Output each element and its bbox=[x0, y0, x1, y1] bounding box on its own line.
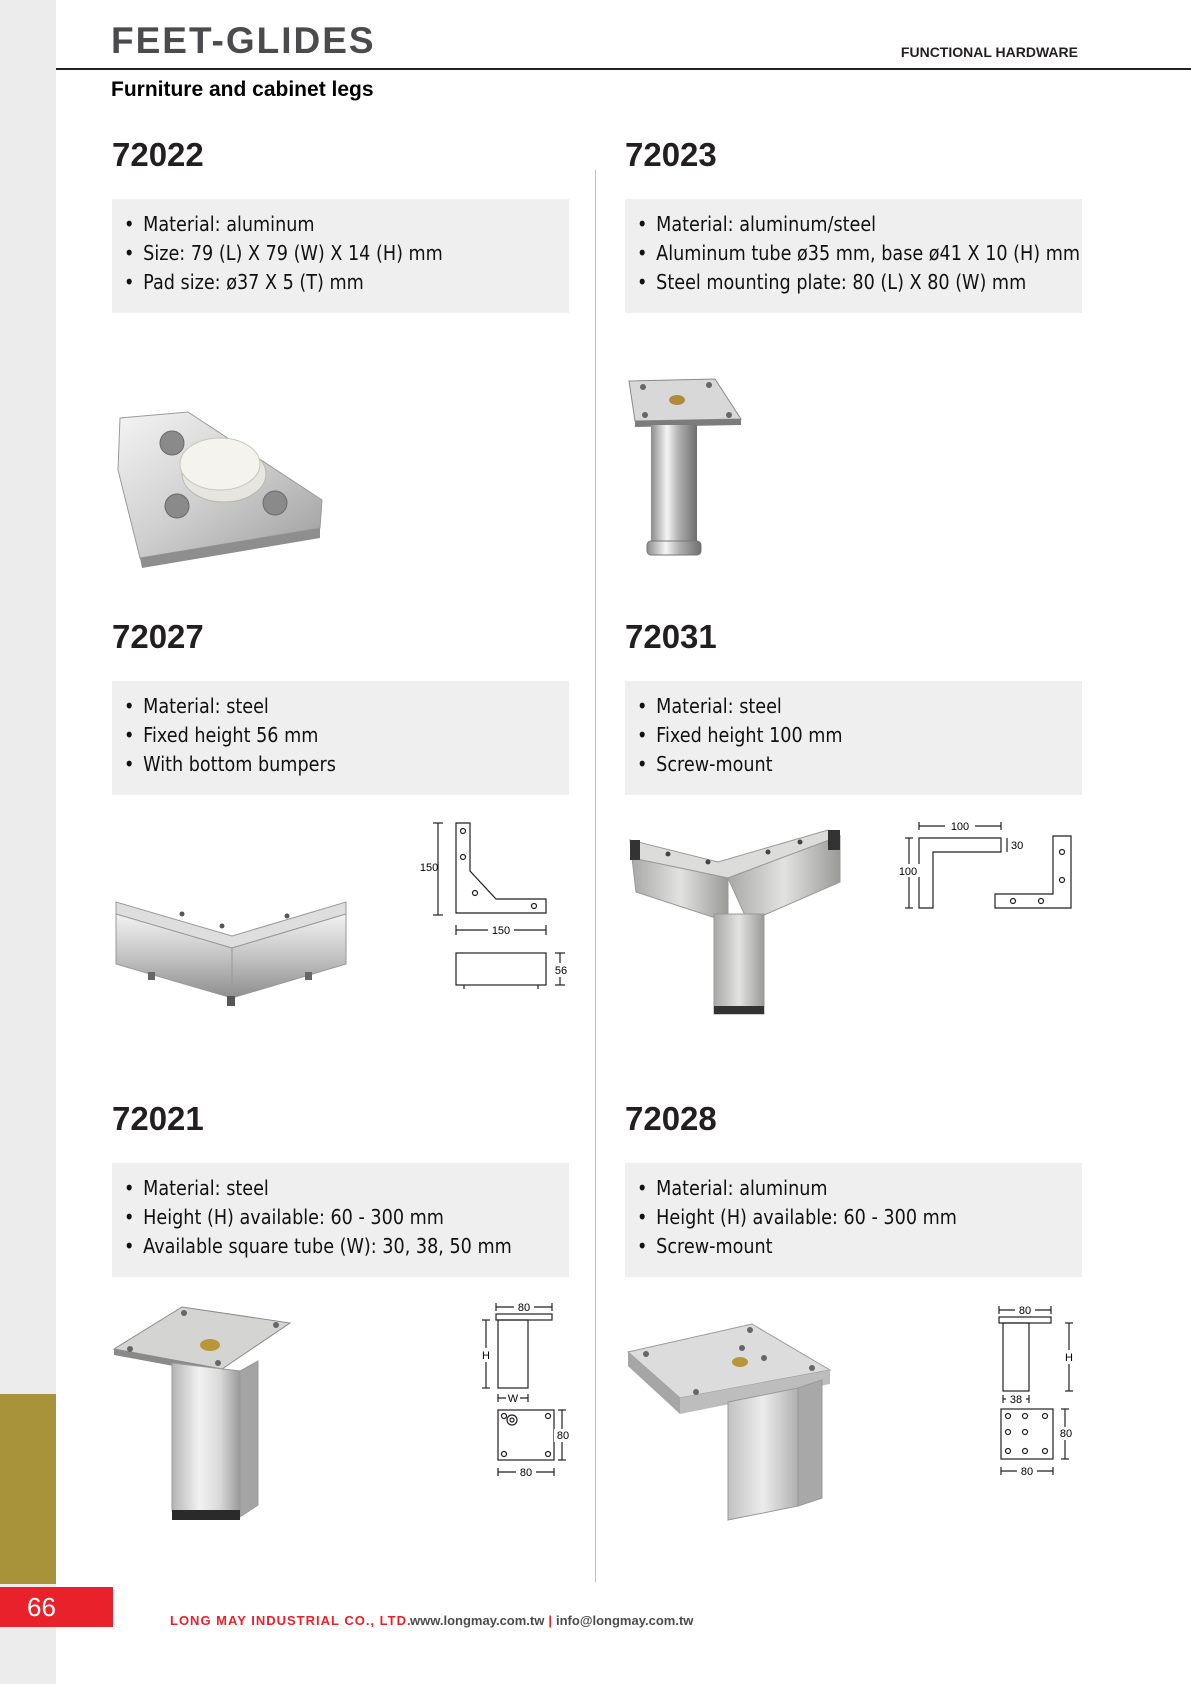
spec-item: • Material: steel bbox=[637, 692, 1029, 721]
header-rule bbox=[56, 68, 1191, 70]
spec-item: • Material: aluminum/steel bbox=[637, 210, 1029, 239]
dim-label: 80 bbox=[1059, 1428, 1073, 1440]
dimension-drawing bbox=[420, 815, 570, 995]
product-photo-square-leg bbox=[112, 1305, 297, 1530]
footer-company: LONG MAY INDUSTRIAL CO., LTD. bbox=[170, 1613, 412, 1628]
footer-email-link[interactable]: info@longmay.com.tw bbox=[556, 1613, 694, 1628]
product-photo-round-leg bbox=[625, 375, 745, 565]
spec-item: • Pad size: ø37 X 5 (T) mm bbox=[124, 268, 516, 297]
dim-label: 56 bbox=[554, 965, 568, 977]
spec-item: • Fixed height 56 mm bbox=[124, 721, 516, 750]
spec-item: • Size: 79 (L) X 79 (W) X 14 (H) mm bbox=[124, 239, 516, 268]
spec-item: • Screw-mount bbox=[637, 750, 1029, 779]
spec-item: • Screw-mount bbox=[637, 1232, 1029, 1261]
spec-item: • Available square tube (W): 30, 38, 50 mm bbox=[124, 1232, 516, 1261]
page-number: 66 bbox=[0, 1587, 113, 1627]
dim-label: 150 bbox=[420, 862, 439, 874]
dim-label: 100 bbox=[950, 821, 970, 833]
product-code: 72028 bbox=[625, 1100, 717, 1137]
spec-item: • With bottom bumpers bbox=[124, 750, 516, 779]
page-subtitle: Furniture and cabinet legs bbox=[111, 78, 374, 101]
spec-item: • Height (H) available: 60 - 300 mm bbox=[124, 1203, 516, 1232]
product-code: 72022 bbox=[112, 136, 204, 173]
page-title: FEET-GLIDES bbox=[111, 20, 376, 61]
spec-box bbox=[112, 1163, 569, 1277]
dimension-drawing bbox=[895, 820, 1085, 920]
chapter-color-tab bbox=[0, 1394, 56, 1584]
spec-item: • Material: steel bbox=[124, 1174, 516, 1203]
dim-label: 80 bbox=[519, 1467, 533, 1479]
dim-label: 100 bbox=[898, 866, 918, 878]
spec-box bbox=[112, 199, 569, 313]
dim-label: 80 bbox=[1020, 1466, 1034, 1478]
dimension-drawing bbox=[478, 1300, 573, 1480]
dim-label: W bbox=[507, 1393, 519, 1405]
product-code: 72023 bbox=[625, 136, 717, 173]
spec-box bbox=[625, 1163, 1082, 1277]
footer-separator: | bbox=[548, 1613, 552, 1628]
product-code: 72021 bbox=[112, 1100, 204, 1137]
spec-item: • Aluminum tube ø35 mm, base ø41 X 10 (H) mm bbox=[637, 239, 1029, 268]
dim-label: 150 bbox=[491, 925, 511, 937]
dim-label: H bbox=[1065, 1352, 1073, 1364]
spec-item: • Material: aluminum bbox=[637, 1174, 1029, 1203]
product-photo-square-aluminum-leg bbox=[626, 1322, 836, 1527]
dim-label: 38 bbox=[1009, 1394, 1023, 1406]
dim-label: H bbox=[482, 1350, 490, 1362]
spec-item: • Fixed height 100 mm bbox=[637, 721, 1029, 750]
footer-contact bbox=[410, 1613, 693, 1628]
product-code: 72031 bbox=[625, 618, 717, 655]
dim-label: 80 bbox=[517, 1302, 531, 1314]
dim-label: 80 bbox=[1018, 1305, 1032, 1317]
dimension-drawing bbox=[993, 1303, 1078, 1483]
product-code: 72027 bbox=[112, 618, 204, 655]
footer-website-link[interactable]: www.longmay.com.tw bbox=[410, 1613, 545, 1628]
product-photo-corner-glide bbox=[110, 400, 360, 570]
product-photo-corner-leg bbox=[112, 890, 352, 1015]
spec-box bbox=[112, 681, 569, 795]
section-label: FUNCTIONAL HARDWARE bbox=[900, 44, 1078, 60]
spec-box bbox=[625, 681, 1082, 795]
spec-item: • Steel mounting plate: 80 (L) X 80 (W) mm bbox=[637, 268, 1029, 297]
spec-item: • Height (H) available: 60 - 300 mm bbox=[637, 1203, 1029, 1232]
product-photo-y-leg bbox=[628, 822, 843, 1017]
spec-item: • Material: steel bbox=[124, 692, 516, 721]
spec-item: • Material: aluminum bbox=[124, 210, 516, 239]
spec-box bbox=[625, 199, 1082, 313]
dim-label: 80 bbox=[556, 1430, 570, 1442]
dim-label: 30 bbox=[1011, 840, 1024, 852]
column-divider bbox=[595, 170, 596, 1582]
